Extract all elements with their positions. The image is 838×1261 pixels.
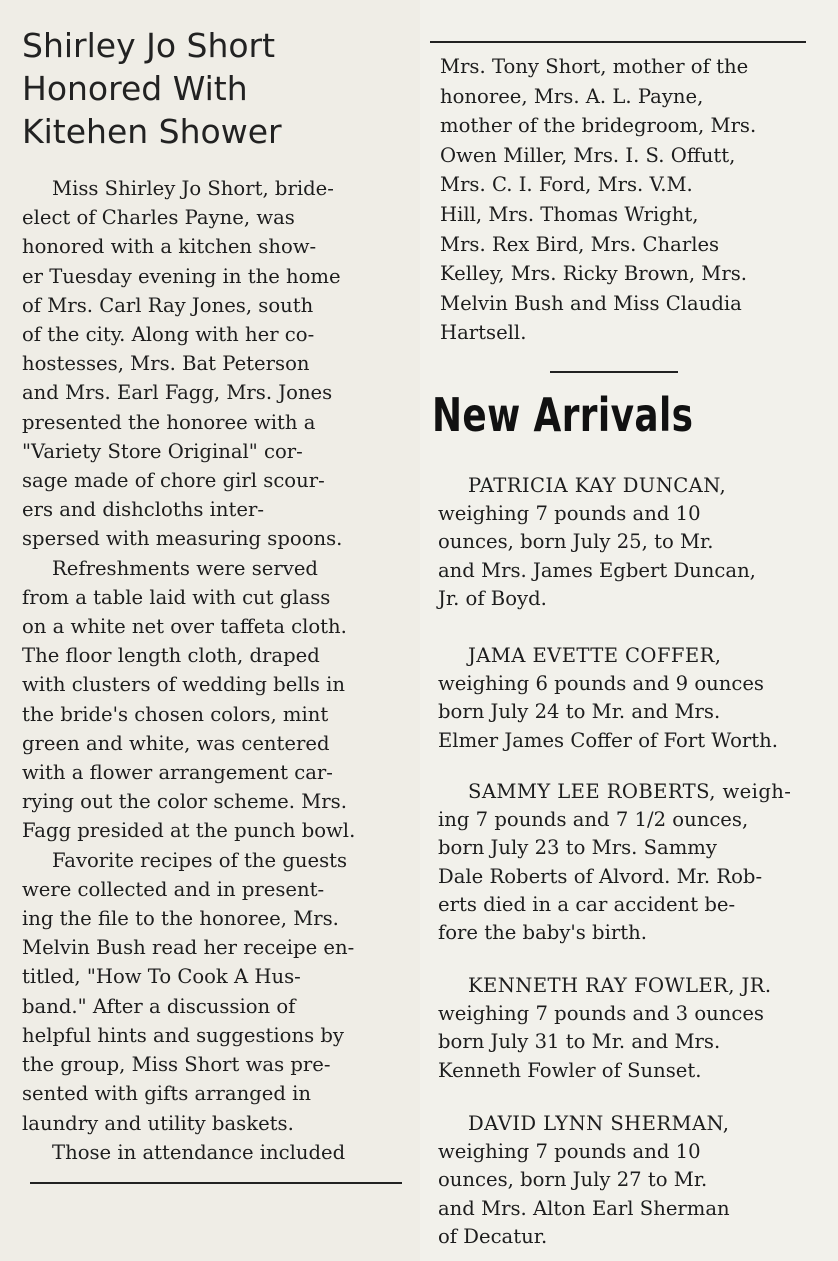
article-line: er Tuesday evening in the home bbox=[22, 264, 341, 288]
article-line: green and white, was centered bbox=[22, 731, 330, 755]
article-line: Refreshments were served bbox=[52, 556, 318, 580]
article-line: band." After a discussion of bbox=[22, 994, 296, 1018]
article-line: Mrs. Rex Bird, Mrs. Charles bbox=[440, 232, 720, 256]
article-line: Mrs. C. I. Ford, Mrs. V.M. bbox=[440, 173, 693, 197]
announcement-line: and Mrs. James Egbert Duncan, bbox=[438, 558, 756, 582]
article-line: with clusters of wedding bells in bbox=[22, 673, 346, 697]
announcement-line: Dale Roberts of Alvord. Mr. Rob- bbox=[438, 864, 763, 888]
headline-line: Honored With bbox=[22, 69, 248, 108]
bottom-rule bbox=[30, 1182, 402, 1184]
article-line: elect of Charles Payne, was bbox=[22, 206, 295, 230]
headline-line: Shirley Jo Short bbox=[22, 26, 276, 65]
announcement-line: weighing 7 pounds and 10 bbox=[438, 502, 701, 526]
article-headline bbox=[22, 24, 282, 153]
article-line: Kelley, Mrs. Ricky Brown, Mrs. bbox=[440, 262, 747, 286]
article-line: from a table laid with cut glass bbox=[22, 585, 331, 609]
article-line: of the city. Along with her co- bbox=[22, 323, 315, 347]
article-line: Those in attendance included bbox=[52, 1140, 346, 1164]
article-line: hostesses, Mrs. Bat Peterson bbox=[22, 352, 310, 376]
article-line: Hill, Mrs. Thomas Wright, bbox=[440, 202, 699, 226]
article-line: Fagg presided at the punch bowl. bbox=[22, 819, 356, 843]
baby-name-line: DAVID LYNN SHERMAN, bbox=[468, 1112, 730, 1135]
announcement-line: ounces, born July 25, to Mr. bbox=[438, 530, 714, 554]
article-line: mother of the bridegroom, Mrs. bbox=[440, 114, 757, 138]
article-line: Mrs. Tony Short, mother of the bbox=[440, 55, 749, 78]
article-line: ing the file to the honoree, Mrs. bbox=[22, 907, 339, 931]
announcement-line: erts died in a car accident be- bbox=[438, 892, 736, 916]
announcement-line: born July 31 to Mr. and Mrs. bbox=[438, 1030, 721, 1054]
announcement-line: ounces, born July 27 to Mr. bbox=[438, 1168, 708, 1192]
announcement-line: of Decatur. bbox=[438, 1224, 548, 1248]
article-line: Miss Shirley Jo Short, bride- bbox=[52, 177, 334, 200]
article-line: spersed with measuring spoons. bbox=[22, 527, 343, 551]
article-line: laundry and utility baskets. bbox=[22, 1111, 294, 1135]
right-column bbox=[420, 0, 838, 1261]
article-line: Owen Miller, Mrs. I. S. Offutt, bbox=[440, 143, 736, 167]
article-line: on a white net over taffeta cloth. bbox=[22, 615, 347, 639]
birth-announcement bbox=[438, 1110, 838, 1251]
article-line: of Mrs. Carl Ray Jones, south bbox=[22, 293, 314, 317]
announcement-line: Jr. of Boyd. bbox=[438, 586, 547, 610]
announcement-line: weighing 6 pounds and 9 ounces bbox=[438, 672, 764, 696]
announcement-line: weighing 7 pounds and 3 ounces bbox=[438, 1002, 764, 1026]
baby-name-line: SAMMY LEE ROBERTS, weigh- bbox=[468, 780, 792, 803]
article-line: with a flower arrangement car- bbox=[22, 761, 333, 785]
article-line: "Variety Store Original" cor- bbox=[22, 439, 303, 463]
announcement-line: Kenneth Fowler of Sunset. bbox=[438, 1058, 702, 1082]
article-body bbox=[22, 174, 414, 1167]
section-divider bbox=[550, 371, 678, 373]
baby-name-line: PATRICIA KAY DUNCAN, bbox=[468, 474, 727, 497]
birth-announcement bbox=[438, 972, 838, 1085]
article-line: were collected and in present- bbox=[22, 877, 325, 901]
announcement-line: ing 7 pounds and 7 1/2 ounces, bbox=[438, 808, 749, 832]
baby-name-line: JAMA EVETTE COFFER, bbox=[468, 644, 722, 667]
article-line: the group, Miss Short was pre- bbox=[22, 1053, 331, 1077]
announcement-line: born July 23 to Mrs. Sammy bbox=[438, 836, 717, 860]
headline-line: Kitehen Shower bbox=[22, 112, 282, 151]
article-continuation bbox=[440, 52, 836, 348]
announcement-line: fore the baby's birth. bbox=[438, 921, 647, 945]
article-line: rying out the color scheme. Mrs. bbox=[22, 790, 347, 814]
top-rule bbox=[430, 41, 806, 43]
article-line: and Mrs. Earl Fagg, Mrs. Jones bbox=[22, 381, 333, 405]
article-line: ers and dishcloths inter- bbox=[22, 498, 264, 522]
article-line: Hartsell. bbox=[440, 321, 527, 345]
announcement-line: Elmer James Coffer of Fort Worth. bbox=[438, 728, 778, 752]
article-line: titled, "How To Cook A Hus- bbox=[22, 965, 301, 989]
article-line: Favorite recipes of the guests bbox=[52, 848, 348, 872]
announcement-line: and Mrs. Alton Earl Sherman bbox=[438, 1196, 730, 1220]
new-arrivals-heading: New Arrivals bbox=[432, 388, 694, 442]
article-line: sented with gifts arranged in bbox=[22, 1082, 311, 1106]
article-line: the bride's chosen colors, mint bbox=[22, 702, 329, 726]
birth-announcement bbox=[438, 472, 838, 613]
article-line: helpful hints and suggestions by bbox=[22, 1023, 344, 1047]
article-line: honoree, Mrs. A. L. Payne, bbox=[440, 84, 704, 108]
birth-announcement bbox=[438, 778, 838, 947]
birth-announcement bbox=[438, 642, 838, 755]
article-line: The floor length cloth, draped bbox=[22, 644, 320, 668]
article-line: sage made of chore girl scour- bbox=[22, 469, 325, 493]
announcement-line: born July 24 to Mr. and Mrs. bbox=[438, 700, 721, 724]
article-line: Melvin Bush and Miss Claudia bbox=[440, 291, 742, 315]
article-line: Melvin Bush read her receipe en- bbox=[22, 936, 355, 960]
announcement-line: weighing 7 pounds and 10 bbox=[438, 1140, 701, 1164]
baby-name-line: KENNETH RAY FOWLER, JR. bbox=[468, 974, 772, 997]
article-line: presented the honoree with a bbox=[22, 410, 316, 434]
article-line: honored with a kitchen show- bbox=[22, 235, 317, 259]
